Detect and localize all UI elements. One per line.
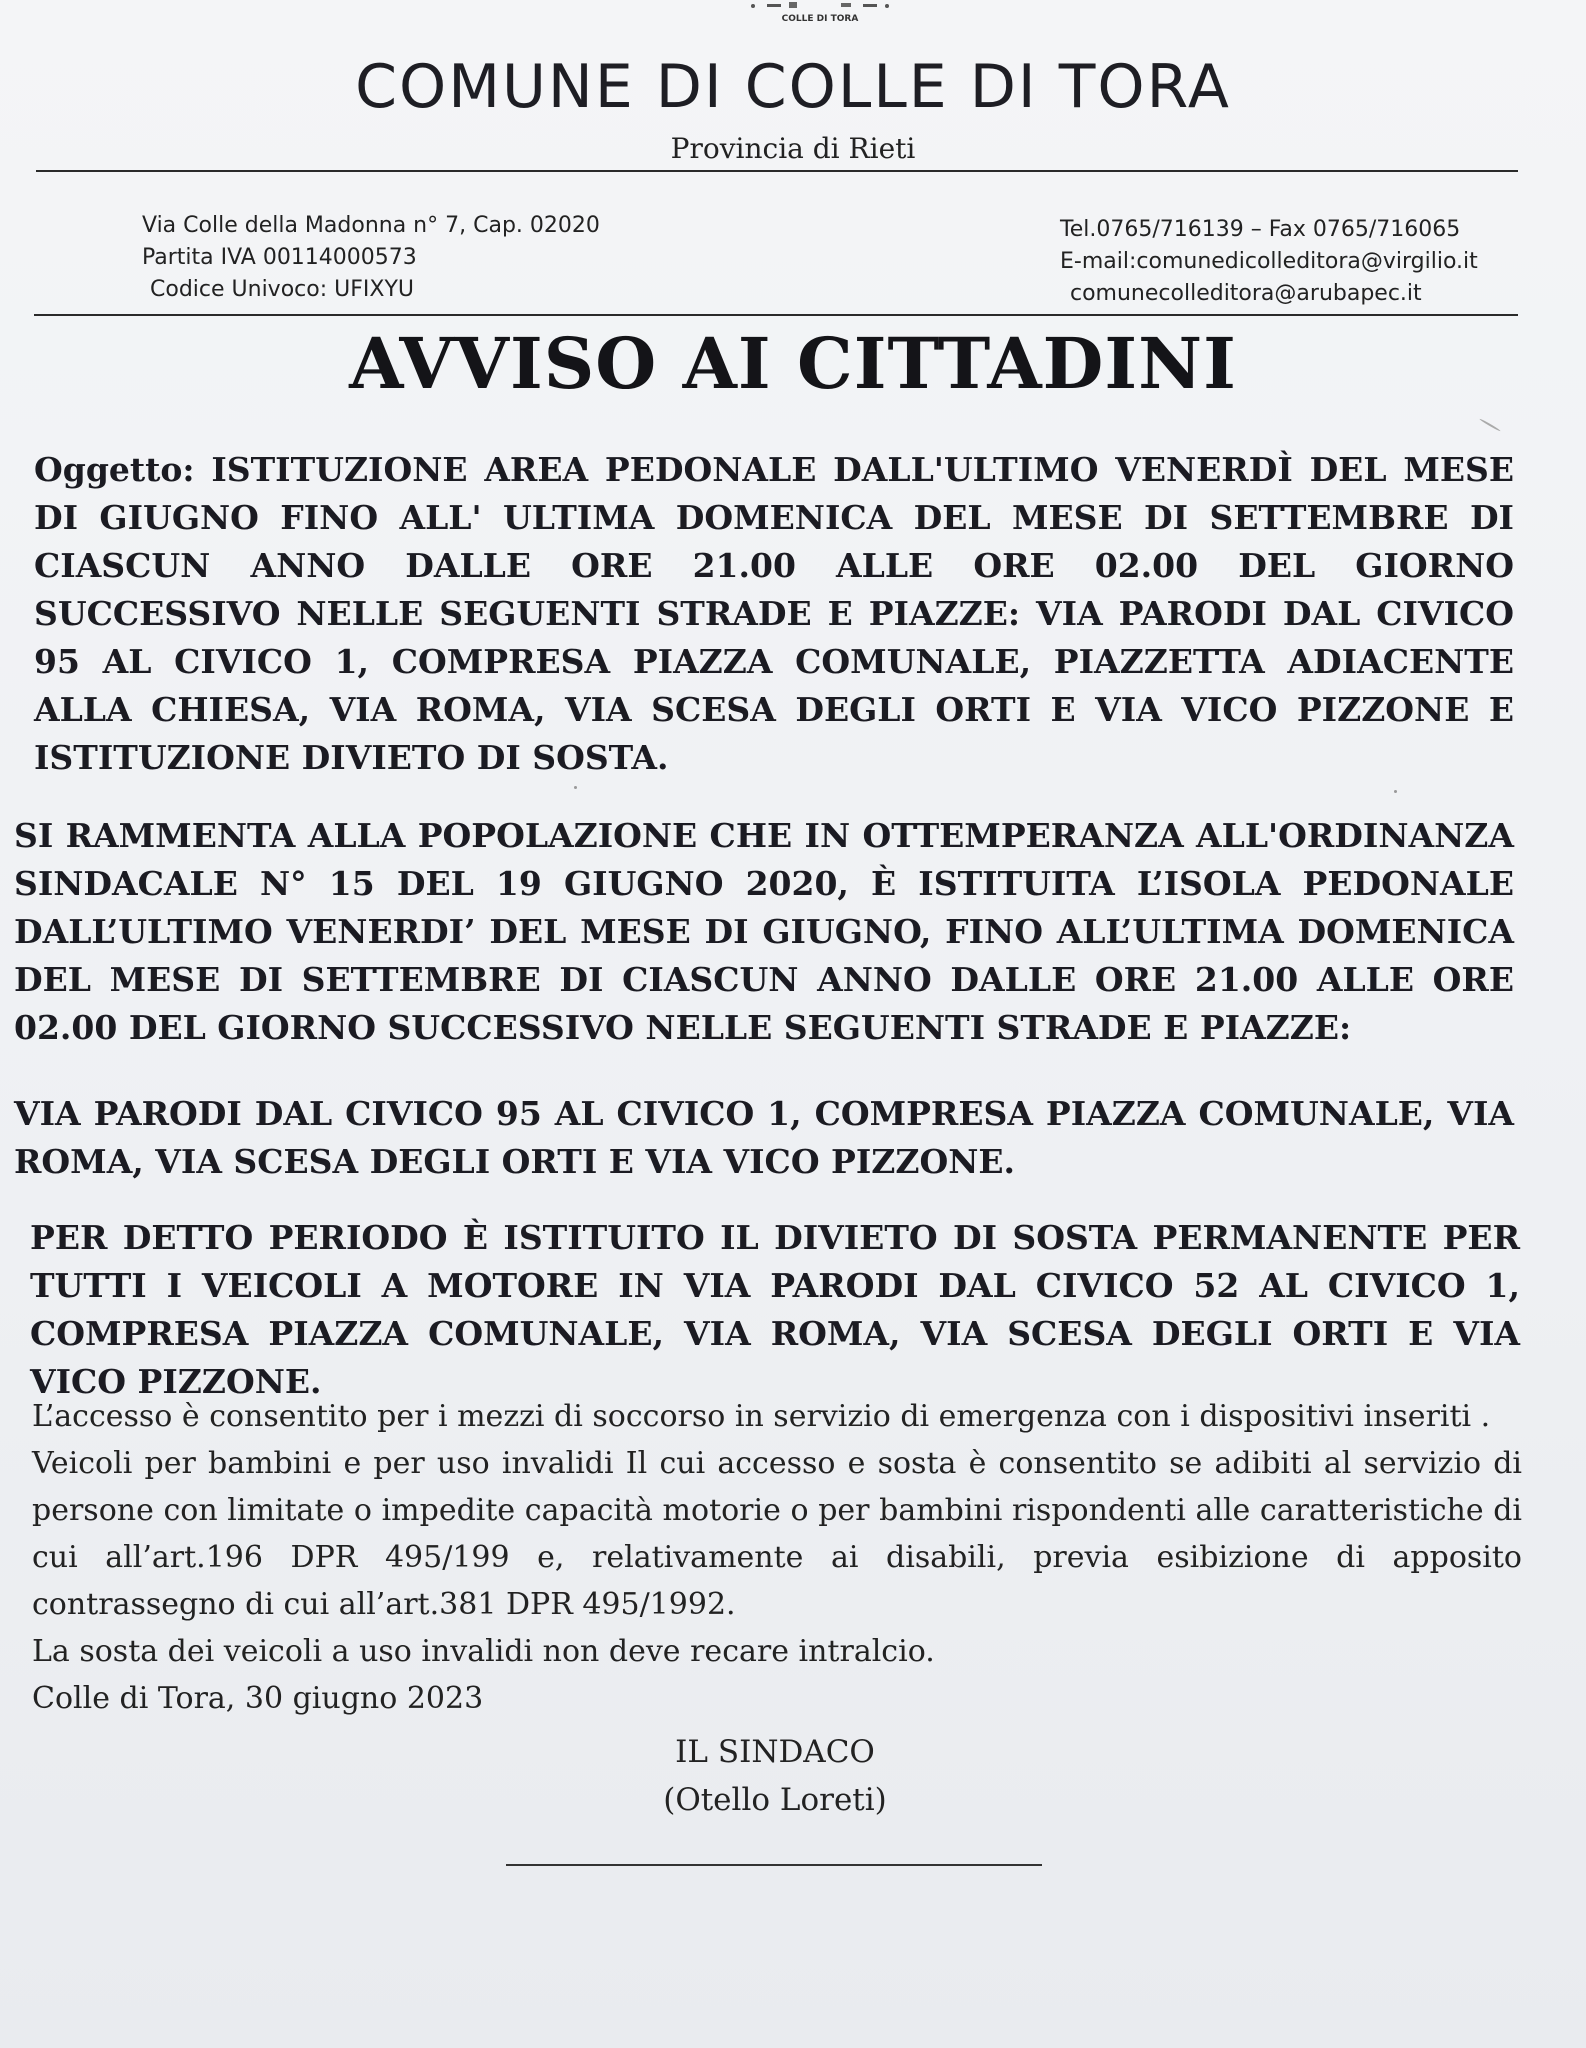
crest-label: COLLE DI TORA [781,14,859,24]
disabled-parking-text: La sosta dei veicoli a uso invalidi non deve recare intralcio. [32,1634,935,1669]
email: E-mail:comunedicolleditora@virgilio.it [1060,249,1478,274]
header-contact-right [1060,214,1478,310]
subject-paragraph [34,446,1514,782]
header-divider [36,170,1518,172]
access-rules [32,1393,1522,1722]
signature-name: (Otello Loreti) [663,1782,887,1818]
paper-mark [1479,418,1501,432]
signature-role: IL SINDACO [675,1734,875,1770]
vehicles-text: Veicoli per bambini e per uso invalidi Il cui accesso e sosta è consentito se adibiti al servizio di persone con limitate o impedite capacità motorie o per bambini rispondenti alle caratteristiche di cui all’art.196 DPR 495/199 e, relativamente ai disabili, previa esibizione di apposito contrassegno di cui all’art.381 DPR 495/1992. [32,1446,1522,1622]
header-contact-left [142,210,600,306]
unique-code: Codice Univoco: UFIXYU [150,277,414,302]
phone-fax: Tel.0765/716139 – Fax 0765/716065 [1060,217,1461,242]
signature-line [506,1864,1042,1866]
streets-paragraph [14,1090,1514,1186]
place-date: Colle di Tora, 30 giugno 2023 [32,1681,484,1716]
crest-emblem [745,0,895,30]
reminder-text: SI RAMMENTA ALLA POPOLAZIONE CHE IN OTTEMPERANZA ALL'ORDINANZA SINDACALE N° 15 DEL 19 GIUGNO 2020, È ISTITUITA L’ISOLA PEDONALE DALL’ULTIMO VENERDI’ DEL MESE DI GIUGNO, FINO ALL’ULTIMA DOMENICA DEL MESE DI SETTEMBRE DI CIASCUN ANNO DALLE ORE 21.00 ALLE ORE 02.00 DEL GIORNO SUCCESSIVO NELLE SEGUENTI STRADE E PIAZZE: [14,816,1514,1047]
streets-text: VIA PARODI DAL CIVICO 95 AL CIVICO 1, COMPRESA PIAZZA COMUNALE, VIA ROMA, VIA SCESA DEGLI ORTI E VIA VICO PIZZONE. [14,1094,1514,1181]
pec-email: comunecolleditora@arubapec.it [1070,281,1422,306]
access-text: L’accesso è consentito per i mezzi di soccorso in servizio di emergenza con i dispositivi inseriti . [32,1399,1491,1434]
parking-ban-text: PER DETTO PERIODO È ISTITUITO IL DIVIETO DI SOSTA PERMANENTE PER TUTTI I VEICOLI A MOTORE IN VIA PARODI DAL CIVICO 52 AL CIVICO 1, COMPRESA PIAZZA COMUNALE, VIA ROMA, VIA SCESA DEGLI ORTI E VIA VICO PIZZONE. [30,1218,1520,1401]
crest-mark-icon [745,0,895,12]
address: Via Colle della Madonna n° 7, Cap. 02020 [142,213,600,238]
notice-title: AVVISO AI CITTADINI [349,322,1237,405]
parking-ban-paragraph [30,1214,1520,1406]
subject-text: Oggetto: ISTITUZIONE AREA PEDONALE DALL'ULTIMO VENERDÌ DEL MESE DI GIUGNO FINO ALL' ULTIMA DOMENICA DEL MESE DI SETTEMBRE DI CIASCUN ANNO DALLE ORE 21.00 ALLE ORE 02.00 DEL GIORNO SUCCESSIVO NELLE SEGUENTI STRADE E PIAZZE: VIA PARODI DAL CIVICO 95 AL CIVICO 1, COMPRESA PIAZZA COMUNALE, PIAZZETTA ADIACENTE ALLA CHIESA, VIA ROMA, VIA SCESA DEGLI ORTI E VIA VICO PIZZONE E ISTITUZIONE DIVIETO DI SOSTA. [34,450,1514,777]
province-name: Provincia di Rieti [670,132,916,165]
paper-speck [574,786,577,789]
vat-number: Partita IVA 00114000573 [142,245,417,270]
municipality-name: COMUNE DI COLLE DI TORA [355,52,1231,122]
reminder-paragraph [14,812,1514,1052]
contact-divider [34,314,1518,316]
paper-speck [1394,790,1397,793]
